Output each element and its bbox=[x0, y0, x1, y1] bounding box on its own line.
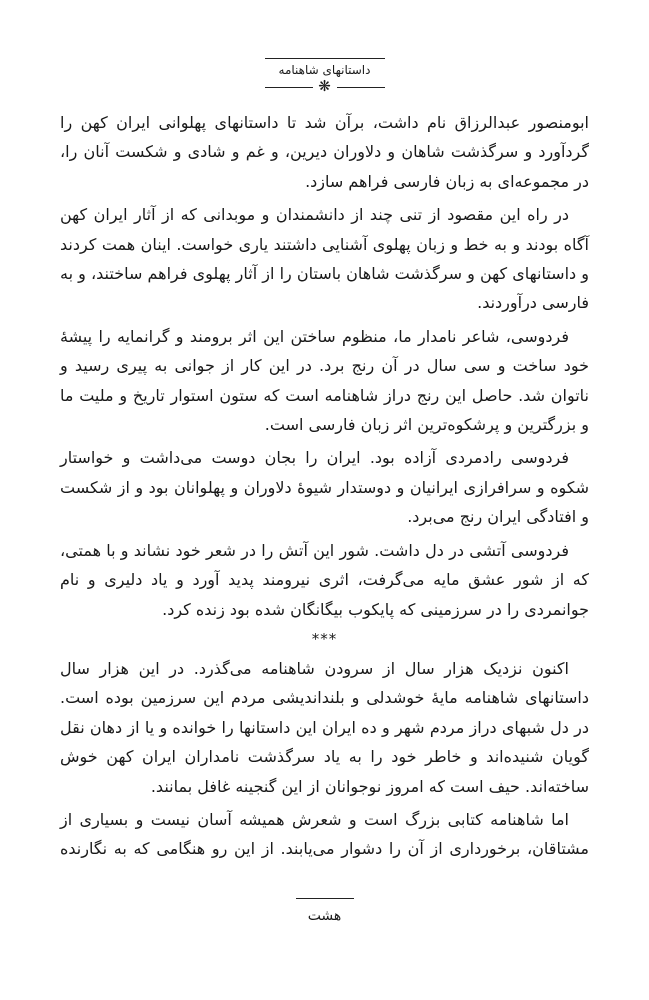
paragraph: ابومنصور عبدالرزاق نام داشت، برآن شد تا داستانهای پهلوانی ایران کهن را گردآورد و سرگذشت شاهان و دلاوران دیرین، و غم و شادی و شکست آنان را، در مجموعه‌ای به زبان فارسی فراهم سازد. bbox=[60, 113, 589, 191]
flower-ornament-icon: ❋ bbox=[318, 77, 331, 95]
paragraph: اکنون نزدیک هزار سال از سرودن شاهنامه می‌گذرد. در این هزار سال داستانهای شاهنامه مایهٔ خوشدلی و بلنداندیشی مردم این سرزمین بوده است. در دل شبهای دراز مردم شهر و ده ایران این داستانها را خوانده و یا از دهان نقل گویان شنیده‌اند و خاطر خود را به یاد سرگذشت نامداران ایران کهن خوش ساخته‌اند. حیف است که امروز نوجوانان از این گنجینه غافل بمانند. bbox=[60, 658, 589, 796]
running-head-title: داستانهای شاهنامه bbox=[278, 63, 371, 77]
paragraph: فردوسی، شاعر نامدار ما، منظوم ساختن این اثر برومند و گرانمایه را پیشهٔ خود ساخت و سی سال در آن رنج برد. در این کار از جوانی به پیری رسید و ناتوان شد. حاصل این رنج دراز شاهنامه است که ستون استوار تاریخ و ملیت ما و بزرگترین و پرشکوه‌ترین اثر زبان فارسی است. bbox=[60, 326, 589, 435]
running-head-ornament bbox=[265, 77, 385, 95]
ornament-rule-right bbox=[337, 87, 385, 88]
body-text bbox=[60, 108, 589, 868]
paragraph: اما شاهنامه کتابی بزرگ است و شعرش همیشه آسان نیست و بسیاری از مشتاقان، برخورداری از آن را دشوار می‌یابند. از این رو هنگامی که به نگارنده bbox=[60, 809, 589, 859]
folio-rule bbox=[296, 898, 354, 899]
paragraph: در راه این مقصود از تنی چند از دانشمندان و موبدانی که از آثار ایران کهن آگاه بودند و به خط و زبان پهلوی آشنایی داشتند یاری خواست. اینان همت کردند و داستانهای کهن و سرگذشت شاهان باستان را از آثار پهلوی فراهم ساختند، و به فارسی درآوردند. bbox=[60, 205, 589, 313]
page-folio bbox=[0, 898, 649, 925]
paragraph: فردوسی آتشی در دل داشت. شور این آتش را در شعر خود نشاند و با همتی، که از شور عشق مایه می‌گرفت، اثری نیرومند پدید آورد و یاد دلیری و نام جوانمردی را در سرزمینی که پایکوب بیگانگان شده بود زنده کرد. bbox=[60, 540, 589, 619]
running-head-rule bbox=[265, 58, 385, 59]
paragraph: فردوسی رادمردی آزاده بود. ایران را بجان دوست می‌داشت و خواستار شکوه و سرافرازی ایرانیان و دوستدار شیوهٔ دلاوران و پهلوانان بود و از شکست و افتادگی ایران رنج می‌برد. bbox=[60, 448, 589, 527]
running-head bbox=[0, 58, 649, 94]
section-separator: *** bbox=[311, 629, 338, 648]
page-number: هشت bbox=[307, 908, 342, 924]
